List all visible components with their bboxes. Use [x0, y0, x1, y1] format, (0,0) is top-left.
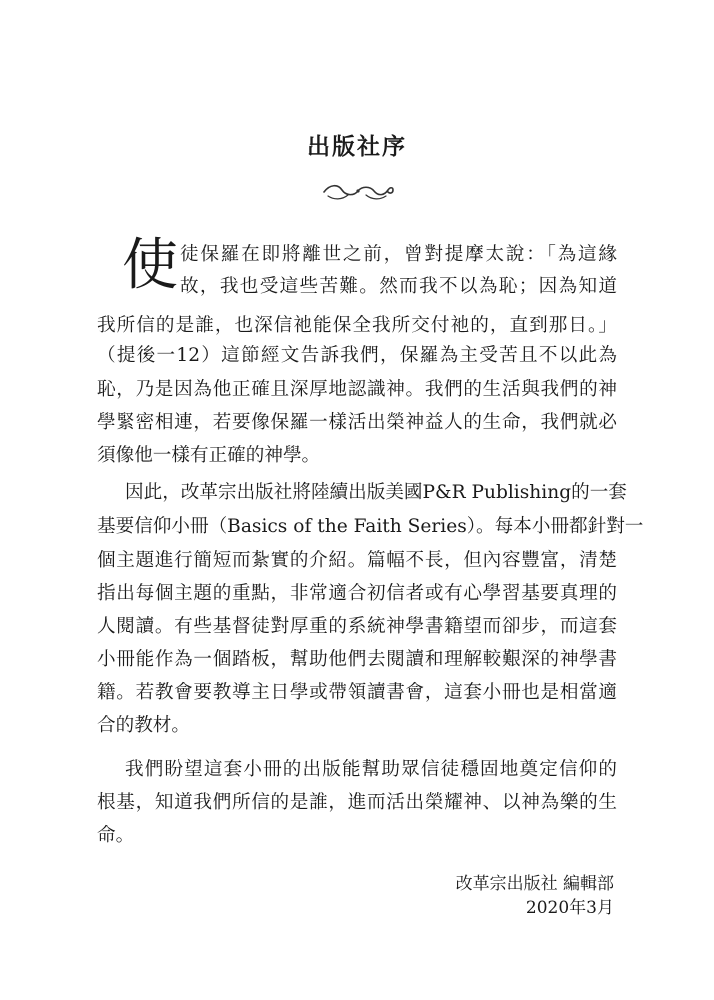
signature-date: 2020年3月 [525, 898, 614, 918]
page-title: 出版社序 [307, 133, 407, 160]
paragraph-line: 小冊能作為一個踏板，幫助他們去閱讀和理解較艱深的神學書 [97, 649, 617, 670]
paragraph-line: 我們盼望這套小冊的出版能幫助眾信徒穩固地奠定信仰的 [125, 759, 617, 780]
paragraph-line: （提後一12）這節經文告訴我們，保羅為主受苦且不以此為 [97, 345, 617, 366]
paragraph-line: 徒保羅在即將離世之前，曾對提摩太說：「為這緣 [180, 244, 617, 265]
paragraph-line: 學緊密相連，若要像保羅一樣活出榮神益人的生命，我們就必 [97, 412, 617, 433]
paragraph-line: 籍。若教會要教導主日學或帶領讀書會，這套小冊也是相當適 [97, 682, 617, 703]
paragraph-line: 恥，乃是因為他正確且深厚地認識神。我們的生活與我們的神 [97, 379, 617, 400]
scroll-flourish-icon [320, 178, 396, 204]
paragraph-line: 個主題進行簡短而紮實的介紹。篇幅不長，但內容豐富，清楚 [97, 550, 617, 571]
paragraph-line: 故，我也受這些苦難。然而我不以為恥；因為知道 [180, 276, 617, 297]
paragraph-line: 合的教材。 [97, 715, 190, 736]
paragraph-line: 須像他一樣有正確的神學。 [97, 445, 321, 466]
paragraph-line: 指出每個主題的重點，非常適合初信者或有心學習基要真理的 [97, 583, 617, 604]
paragraph-line: 根基，知道我們所信的是誰，進而活出榮耀神、以神為樂的生 [97, 792, 617, 813]
paragraph-line: 人閱讀。有些基督徒對厚重的系統神學書籍望而卻步，而這套 [97, 616, 617, 637]
paragraph-line: 因此，改革宗出版社將陸續出版美國P&R Publishing的一套 [125, 482, 627, 503]
drop-cap: 使 [122, 233, 178, 298]
paragraph-line: 基要信仰小冊（Basics of the Faith Series）。每本小冊都針對一 [97, 516, 644, 537]
paragraph-line: 命。 [97, 825, 135, 846]
paragraph-line: 我所信的是誰，也深信祂能保全我所交付祂的，直到那日。」 [97, 315, 617, 336]
publisher-signature: 改革宗出版社 編輯部 [455, 874, 614, 894]
